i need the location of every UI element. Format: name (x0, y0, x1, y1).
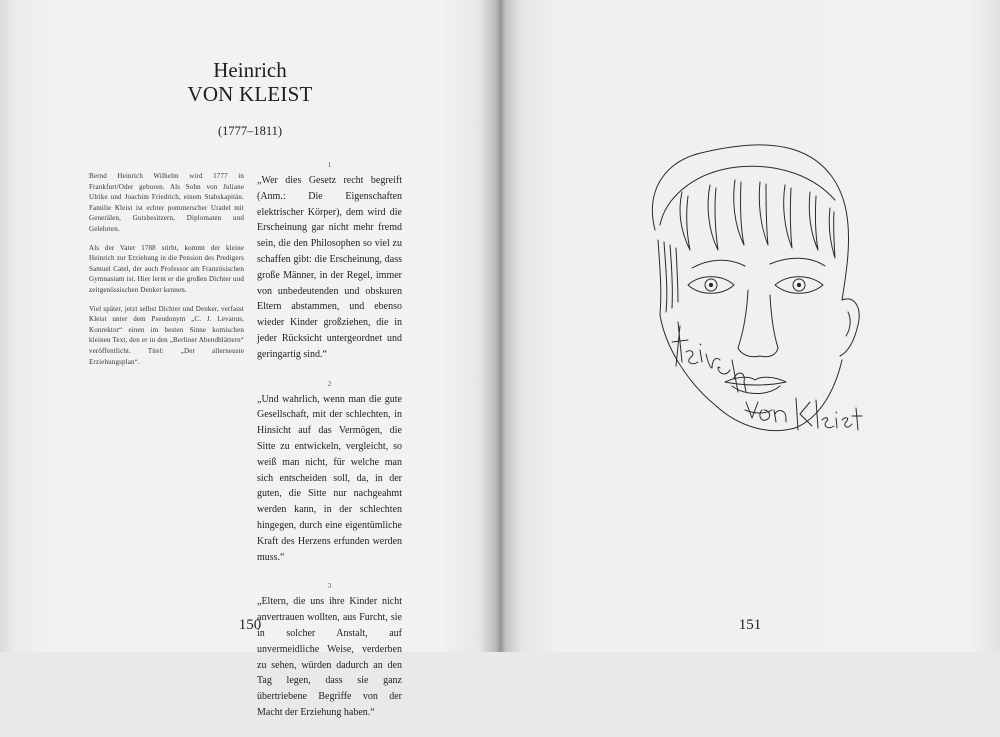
hair-strand (734, 180, 744, 245)
mouth-lower (732, 386, 780, 394)
page-number-left: 150 (238, 617, 262, 633)
quote-text: „Wer dies Gesetz recht begreift (Anm.: Die Eigenschaften elektrischer Körper), dem wird die Erscheinung gar nicht mehr fremd sein, die den Philosophen so viel zu schaffen gibt: die Erscheinung, dass große Männer, in der Regel, immer von unbedeutenden und obskuren Eltern abstammen, und ebenso wieder Kinder großziehen, die in jeder Rücksicht untergeordnet und geringartig sind.“ (257, 175, 402, 360)
quotes-column (257, 160, 402, 737)
hair-strand (809, 192, 818, 250)
mouth-line (725, 382, 786, 385)
left-page (0, 0, 500, 718)
hair-strand (680, 192, 690, 250)
eyebrow-right (770, 258, 825, 266)
eyebrow-left (692, 260, 745, 268)
right-page (500, 0, 1000, 652)
ear-right (840, 299, 859, 356)
heading-years: (1777–1811) (217, 124, 283, 138)
sideburn-lines (658, 240, 678, 315)
bio-paragraph: Viel später, jetzt selbst Dichter und Denker, verfasst Kleist unter dem Pseudonym „C. J. Levanus, Konrektor“ einen im besten Sinne komischen kleinen Text, den er in den „Berliner Abendblättern“ veröffentlicht. Titel: „Der allerneuste Erziehungsplan“. (89, 304, 244, 366)
quote-number: 2 (327, 379, 332, 388)
signature-drawing (672, 322, 862, 430)
bio-paragraph: Bernd Heinrich Wilhelm wird 1777 in Frankfurt/Oder geboren. Als Sohn von Juliane Ulrike und Joachim Friedrich, einem Stabskapitän. Familie Kleist ist echter pommerscher Uradel mit Generälen, Gutsbesitzern, Diplomaten und Gelehrten. (89, 172, 244, 233)
quote-number: 1 (327, 161, 332, 169)
heading-surname: VON KLEIST (187, 82, 313, 106)
bio-paragraph: Als der Vater 1788 stirbt, kommt der kleine Heinrich zur Erziehung in die Pension des Predigers Samuel Catel, der auch Professor am Französischen Gymnasium ist. Hier lernt er die großen Dichter und zeitgenössischen Denker kennen. (89, 243, 244, 294)
hair-strand (829, 208, 835, 258)
quote-number: 3 (327, 582, 332, 591)
heading-first-name: Heinrich (213, 58, 287, 82)
kleist-portrait-drawing (620, 130, 890, 460)
pupil-left (709, 283, 712, 286)
page-number-right: 151 (738, 617, 762, 633)
hair-strand (759, 182, 768, 245)
quote-text: „Eltern, die uns ihre Kinder nicht anvertrauen wollten, aus Furcht, sie in solcher Anstalt, auf unvermeidliche Weise, verderben zu sehen, würden dadurch an den Tag legen, dass sie ganz übertriebene Begriffe von der Macht der Erziehung haben.“ (257, 596, 402, 718)
quote-text: „Und wahrlich, wenn man die gute Gesellschaft, mit der schlechten, in Hinsicht auf das Vermögen, die Sitte zu entwickeln, vergleicht, so weiß man nicht, für welche man sich entscheiden soll, da, in der guten, die Sitte nur nachgeahmt werden kann, in der schlechten hingegen, durch eine eigentümliche Kraft des Herzens erfunden werden muss.“ (257, 393, 402, 563)
chapter-heading (150, 58, 350, 139)
head-outline (652, 145, 848, 300)
nose (738, 290, 778, 357)
hair-strand (708, 185, 718, 250)
hair-strand (784, 185, 792, 248)
pupil-right (797, 283, 800, 286)
biography-column (89, 171, 244, 375)
face-left-contour (660, 315, 842, 431)
